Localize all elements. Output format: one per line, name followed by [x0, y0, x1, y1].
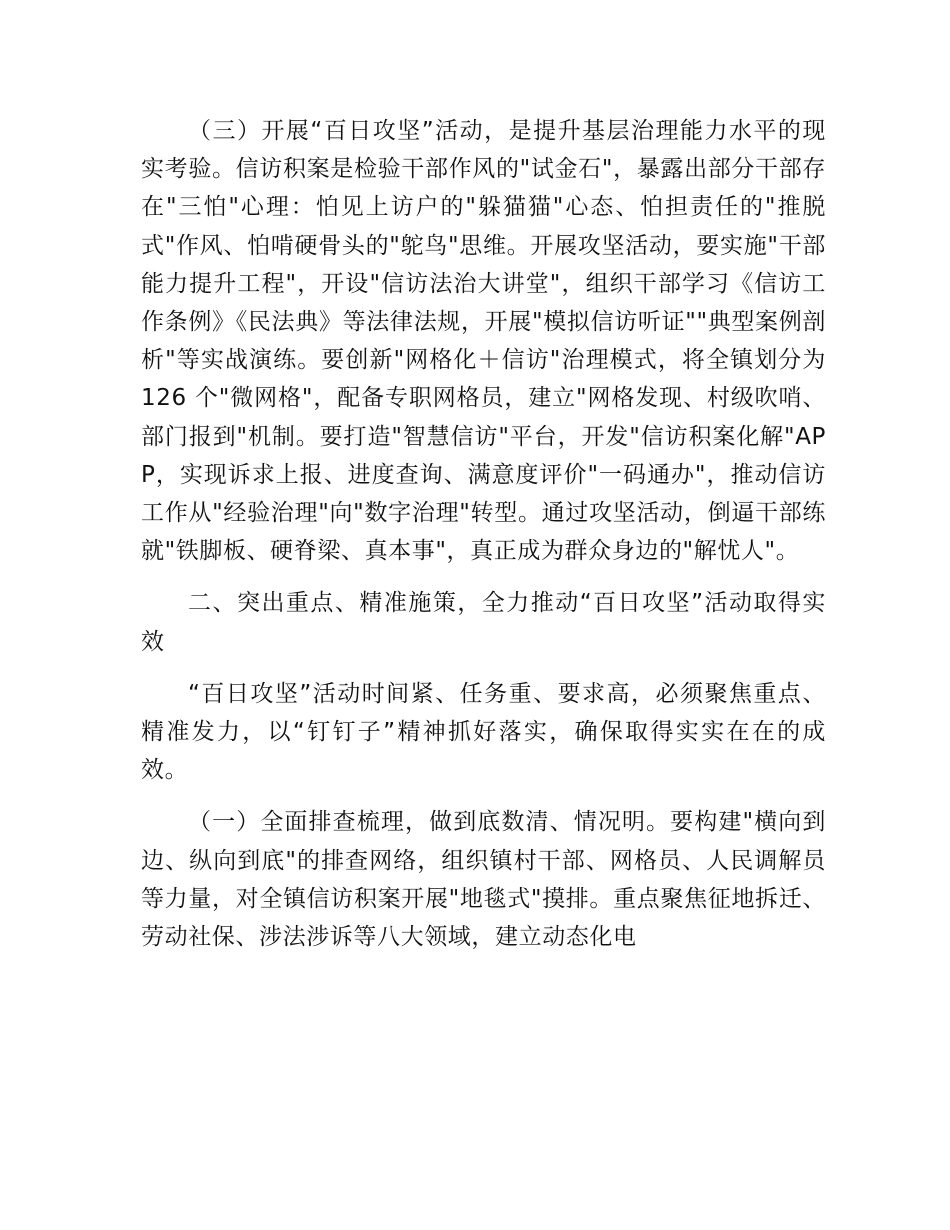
document-body: [141, 112, 826, 956]
paragraph-section-three: （三）开展“百日攻坚”活动，是提升基层治理能力水平的现实考验。信访积案是检验干部作风的"试金石"，暴露出部分干部存在"三怕"心理：怕见上访户的"躲猫猫"心态、怕担责任的"推脱式"作风、怕啃硬骨头的"鸵鸟"思维。开展攻坚活动，要实施"干部能力提升工程"，开设"信访法治大讲堂"，组织干部学习《信访工作条例》《民法典》等法律法规，开展"模拟信访听证""典型案例剖析"等实战演练。要创新"网格化＋信访"治理模式，将全镇划分为 126 个"微网格"，配备专职网格员，建立"网格发现、村级吹哨、部门报到"机制。要打造"智慧信访"平台，开发"信访积案化解"APP，实现诉求上报、进度查询、满意度评价"一码通办"，推动信访工作从"经验治理"向"数字治理"转型。通过攻坚活动，倒逼干部练就"铁脚板、硬脊梁、真本事"，真正成为群众身边的"解忧人"。: [141, 118, 826, 565]
paragraph-subsection-one: （一）全面排查梳理，做到底数清、情况明。要构建"横向到边、纵向到底"的排查网络，组织镇村干部、网格员、人民调解员等力量，对全镇信访积案开展"地毯式"摸排。重点聚焦征地拆迁、劳动社保、涉法涉诉等八大领域，建立动态化电: [141, 809, 826, 951]
section-two-heading: 二、突出重点、精准施策，全力推动“百日攻坚”活动取得实效: [141, 590, 826, 655]
paragraph-section-two-intro: “百日攻坚”活动时间紧、任务重、要求高，必须聚焦重点、精准发力，以“钉钉子”精神抓好落实，确保取得实实在在的成效。: [141, 680, 826, 784]
